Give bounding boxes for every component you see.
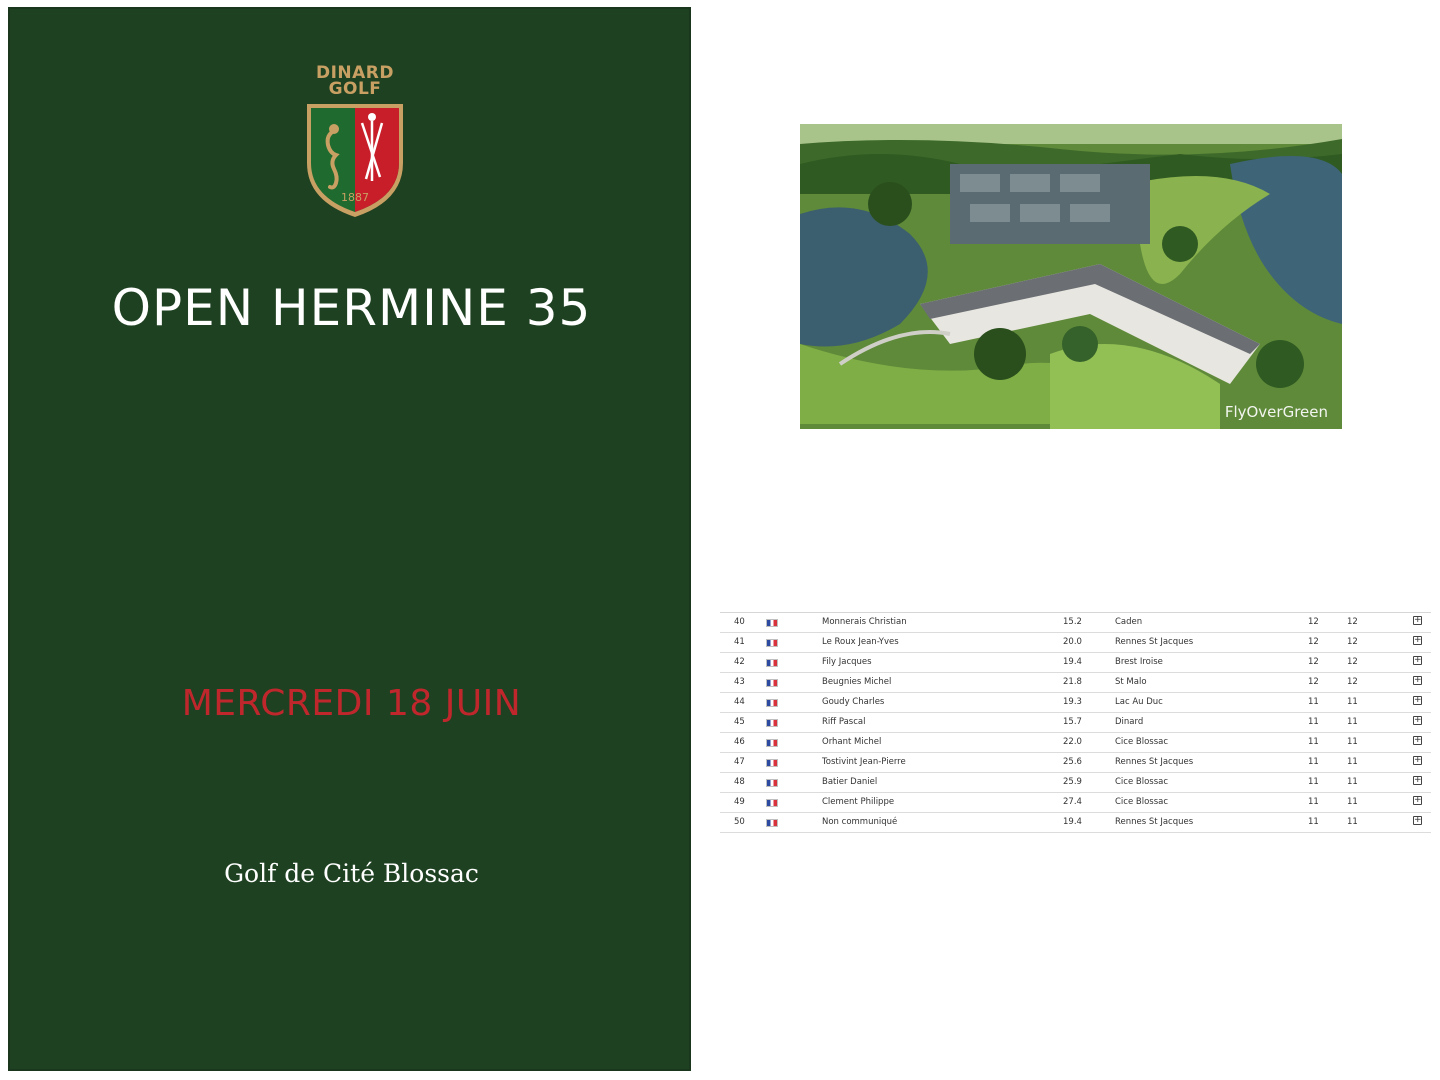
score-net-cell: 11 xyxy=(1347,797,1358,807)
table-row[interactable] xyxy=(720,733,1431,753)
france-flag-icon xyxy=(766,639,778,647)
table-row[interactable] xyxy=(720,773,1431,793)
france-flag-icon xyxy=(766,819,778,827)
rank-cell: 44 xyxy=(734,697,745,707)
leaderboard-table xyxy=(720,612,1431,833)
rank-cell: 45 xyxy=(734,717,745,727)
score-net-cell: 11 xyxy=(1347,757,1358,767)
player-name-cell: Non communiqué xyxy=(822,817,898,827)
score-net-cell: 12 xyxy=(1347,637,1358,647)
logo-text-golf: GOLF xyxy=(328,79,382,99)
score-cell: 12 xyxy=(1308,637,1319,647)
france-flag-icon xyxy=(766,659,778,667)
club-cell: Dinard xyxy=(1115,717,1144,727)
player-name-cell: Beugnies Michel xyxy=(822,677,892,687)
handicap-index-cell: 15.7 xyxy=(1063,717,1082,727)
plus-square-icon[interactable]: + xyxy=(1414,635,1422,645)
rank-cell: 41 xyxy=(734,637,745,647)
score-cell: 11 xyxy=(1308,777,1319,787)
player-name-cell: Goudy Charles xyxy=(822,697,885,707)
golf-crest-icon xyxy=(304,101,406,219)
handicap-index-cell: 19.4 xyxy=(1063,817,1082,827)
club-cell: Lac Au Duc xyxy=(1115,697,1163,707)
score-cell: 11 xyxy=(1308,717,1319,727)
rank-cell: 50 xyxy=(734,817,745,827)
score-cell: 12 xyxy=(1308,657,1319,667)
plus-square-icon[interactable]: + xyxy=(1414,755,1422,765)
score-net-cell: 11 xyxy=(1347,697,1358,707)
france-flag-icon xyxy=(766,739,778,747)
player-name-cell: Le Roux Jean-Yves xyxy=(822,637,899,647)
player-name-cell: Fily Jacques xyxy=(822,657,872,667)
aerial-golf-photo xyxy=(800,124,1342,429)
photo-watermark: FlyOverGreen xyxy=(1224,403,1328,421)
score-cell: 11 xyxy=(1308,817,1319,827)
table-row[interactable] xyxy=(720,713,1431,733)
table-row[interactable] xyxy=(720,673,1431,693)
score-net-cell: 11 xyxy=(1347,717,1358,727)
score-cell: 11 xyxy=(1308,737,1319,747)
handicap-index-cell: 15.2 xyxy=(1063,617,1082,627)
club-cell: Cice Blossac xyxy=(1115,797,1169,807)
player-name-cell: Clement Philippe xyxy=(822,797,895,807)
event-venue: Golf de Cité Blossac xyxy=(224,859,479,888)
handicap-index-cell: 21.8 xyxy=(1063,677,1082,687)
logo-text-dinard: DINARD xyxy=(315,63,395,83)
score-net-cell: 11 xyxy=(1347,777,1358,787)
plus-square-icon[interactable]: + xyxy=(1414,655,1422,665)
score-cell: 11 xyxy=(1308,757,1319,767)
event-date: MERCREDI 18 JUIN xyxy=(181,683,522,724)
plus-square-icon[interactable]: + xyxy=(1414,615,1422,625)
club-cell: Brest Iroise xyxy=(1115,657,1163,667)
plus-square-icon[interactable]: + xyxy=(1414,735,1422,745)
player-name-cell: Orhant Michel xyxy=(822,737,882,747)
rank-cell: 46 xyxy=(734,737,745,747)
handicap-index-cell: 25.6 xyxy=(1063,757,1082,767)
france-flag-icon xyxy=(766,699,778,707)
dinard-golf-logo xyxy=(300,65,410,221)
france-flag-icon xyxy=(766,759,778,767)
plus-square-icon[interactable]: + xyxy=(1414,695,1422,705)
handicap-index-cell: 22.0 xyxy=(1063,737,1082,747)
player-name-cell: Riff Pascal xyxy=(822,717,866,727)
table-row[interactable] xyxy=(720,613,1431,633)
club-cell: Cice Blossac xyxy=(1115,777,1169,787)
table-row[interactable] xyxy=(720,753,1431,773)
plus-square-icon[interactable]: + xyxy=(1414,815,1422,825)
score-net-cell: 12 xyxy=(1347,657,1358,667)
event-title: OPEN HERMINE 35 xyxy=(111,279,592,337)
logo-year: 1887 xyxy=(341,191,369,204)
player-name-cell: Monnerais Christian xyxy=(822,617,907,627)
france-flag-icon xyxy=(766,779,778,787)
player-name-cell: Tostivint Jean-Pierre xyxy=(822,757,906,767)
france-flag-icon xyxy=(766,799,778,807)
table-row[interactable] xyxy=(720,793,1431,813)
table-row[interactable] xyxy=(720,653,1431,673)
plus-square-icon[interactable]: + xyxy=(1414,795,1422,805)
rank-cell: 43 xyxy=(734,677,745,687)
table-row[interactable] xyxy=(720,633,1431,653)
event-poster xyxy=(8,7,691,1071)
rank-cell: 49 xyxy=(734,797,745,807)
club-cell: Rennes St Jacques xyxy=(1115,817,1194,827)
club-cell: Rennes St Jacques xyxy=(1115,637,1194,647)
club-cell: St Malo xyxy=(1115,677,1147,687)
score-cell: 11 xyxy=(1308,697,1319,707)
handicap-index-cell: 25.9 xyxy=(1063,777,1082,787)
rank-cell: 42 xyxy=(734,657,745,667)
handicap-index-cell: 27.4 xyxy=(1063,797,1082,807)
score-net-cell: 11 xyxy=(1347,817,1358,827)
plus-square-icon[interactable]: + xyxy=(1414,675,1422,685)
rank-cell: 40 xyxy=(734,617,745,627)
handicap-index-cell: 20.0 xyxy=(1063,637,1082,647)
france-flag-icon xyxy=(766,679,778,687)
handicap-index-cell: 19.4 xyxy=(1063,657,1082,667)
handicap-index-cell: 19.3 xyxy=(1063,697,1082,707)
player-name-cell: Batier Daniel xyxy=(822,777,878,787)
score-net-cell: 12 xyxy=(1347,617,1358,627)
plus-square-icon[interactable]: + xyxy=(1414,715,1422,725)
france-flag-icon xyxy=(766,619,778,627)
club-cell: Caden xyxy=(1115,617,1143,627)
score-cell: 12 xyxy=(1308,617,1319,627)
rank-cell: 47 xyxy=(734,757,745,767)
club-cell: Rennes St Jacques xyxy=(1115,757,1194,767)
rank-cell: 48 xyxy=(734,777,745,787)
table-row[interactable] xyxy=(720,813,1431,833)
score-cell: 12 xyxy=(1308,677,1319,687)
score-net-cell: 12 xyxy=(1347,677,1358,687)
score-cell: 11 xyxy=(1308,797,1319,807)
club-cell: Cice Blossac xyxy=(1115,737,1169,747)
plus-square-icon[interactable]: + xyxy=(1414,775,1422,785)
table-row[interactable] xyxy=(720,693,1431,713)
france-flag-icon xyxy=(766,719,778,727)
score-net-cell: 11 xyxy=(1347,737,1358,747)
